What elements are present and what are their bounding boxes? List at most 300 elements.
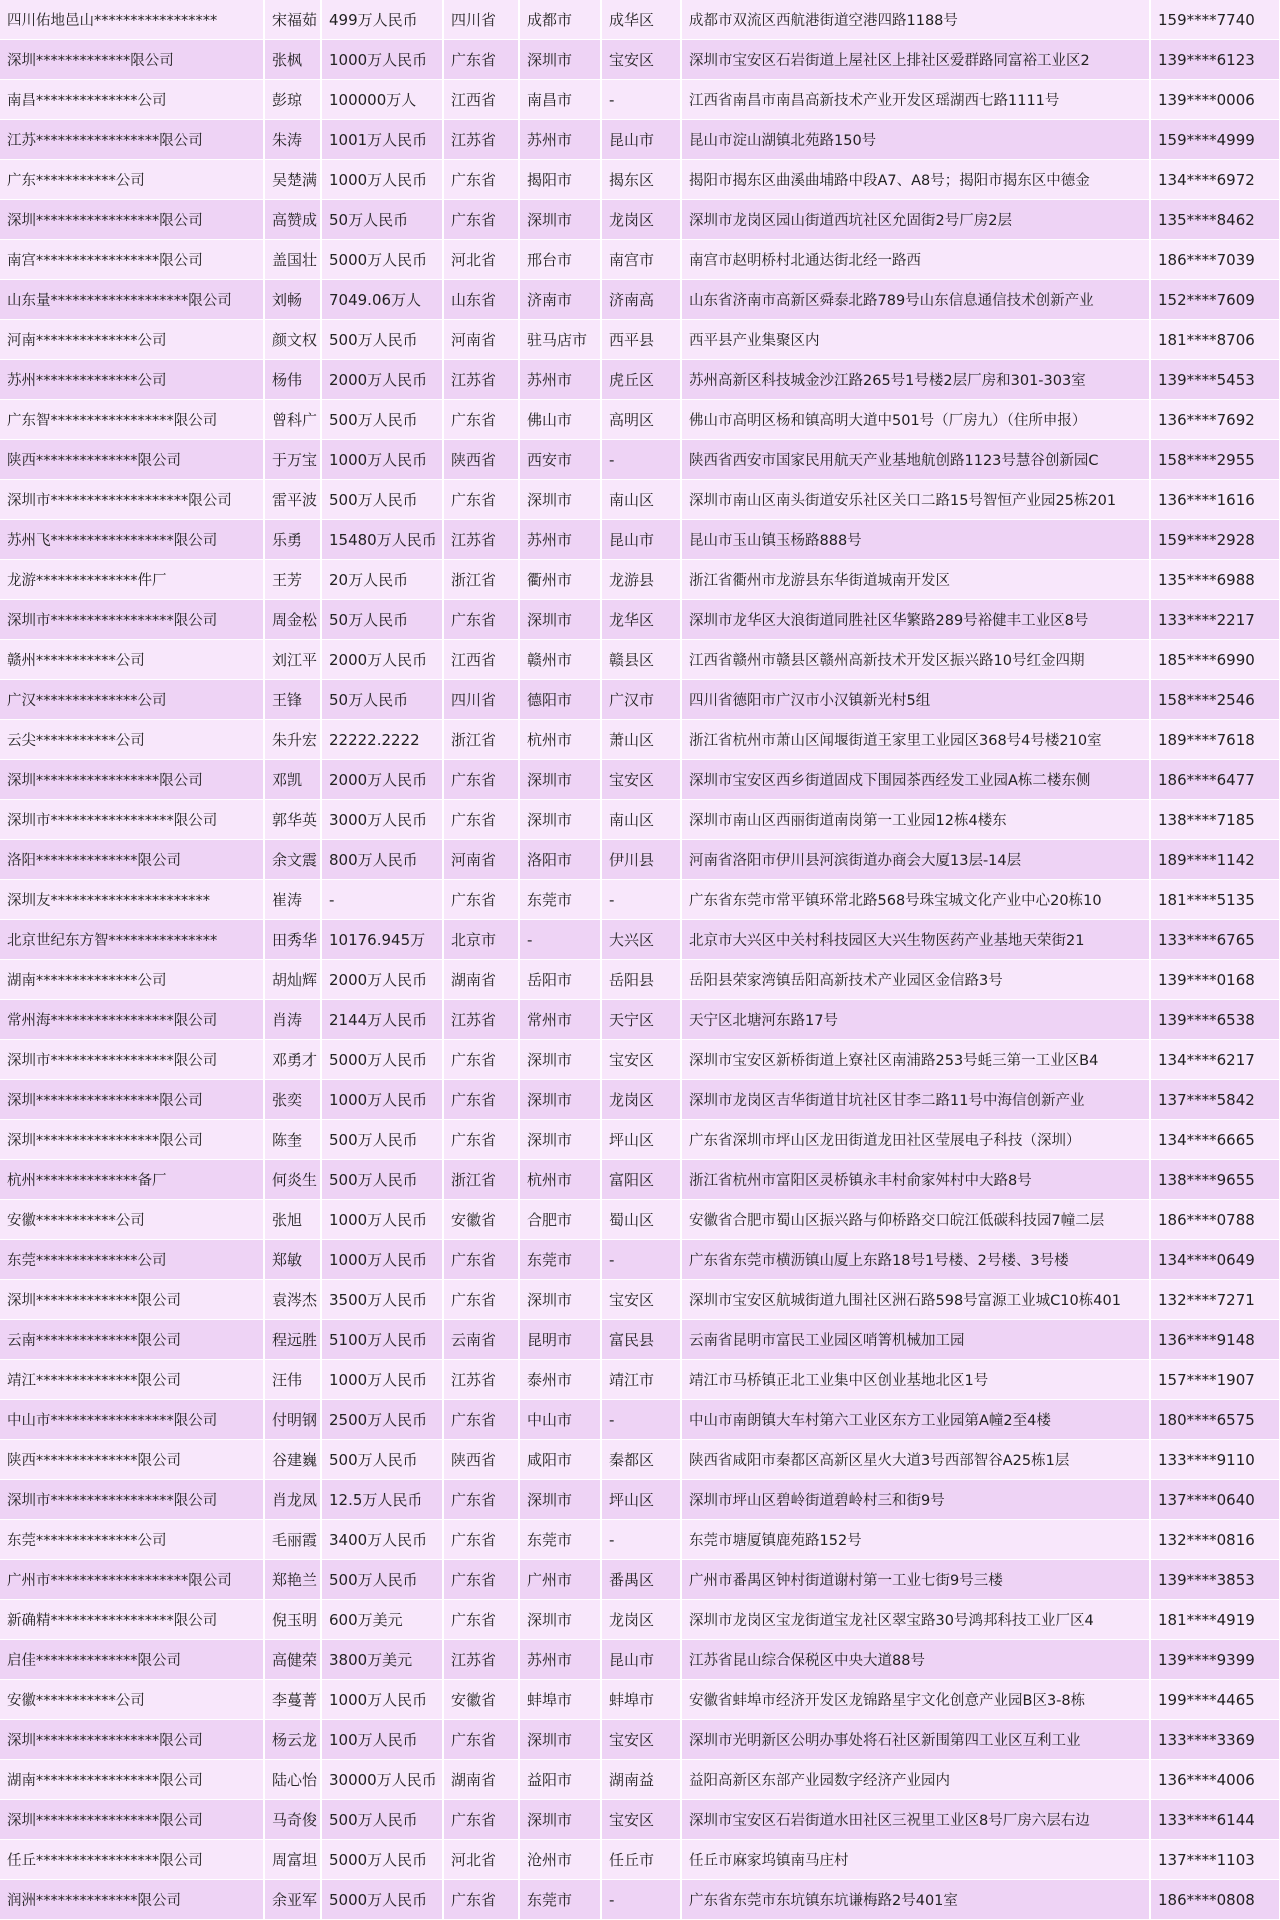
district-cell: 南宫市 <box>601 240 681 280</box>
city-cell: 深圳市 <box>519 200 601 240</box>
table-row <box>0 1440 1280 1480</box>
table-row <box>0 1720 1280 1760</box>
capital-cell: 500万人民币 <box>321 1440 443 1480</box>
table-row <box>0 1280 1280 1320</box>
table-row <box>0 960 1280 1000</box>
address-cell: 深圳市光明新区公明办事处将石社区新围第四工业区互利工业 <box>681 1720 1150 1760</box>
phone-cell: 133****6144 <box>1150 1800 1280 1840</box>
city-cell: 洛阳市 <box>519 840 601 880</box>
capital-cell: 2000万人民币 <box>321 760 443 800</box>
address-cell: 深圳市龙岗区吉华街道甘坑社区甘李二路11号中海信创新产业 <box>681 1080 1150 1120</box>
city-cell: - <box>519 920 601 960</box>
province-cell: 河南省 <box>443 320 519 360</box>
table-row <box>0 1520 1280 1560</box>
legal-rep-cell: 刘江平 <box>264 640 321 680</box>
legal-rep-cell: 王芳 <box>264 560 321 600</box>
company-cell: 深圳市*****************限公司 <box>0 600 264 640</box>
district-cell: 高明区 <box>601 400 681 440</box>
phone-cell: 158****2955 <box>1150 440 1280 480</box>
city-cell: 苏州市 <box>519 1640 601 1680</box>
city-cell: 深圳市 <box>519 1480 601 1520</box>
address-cell: 深圳市宝安区石岩街道水田社区三祝里工业区8号厂房六层右边 <box>681 1800 1150 1840</box>
legal-rep-cell: 田秀华 <box>264 920 321 960</box>
legal-rep-cell: 曾科广 <box>264 400 321 440</box>
company-cell: 深圳**************限公司 <box>0 1280 264 1320</box>
legal-rep-cell: 陆心怡 <box>264 1760 321 1800</box>
phone-cell: 136****9148 <box>1150 1320 1280 1360</box>
address-cell: 深圳市宝安区西乡街道固戍下围园茶西经发工业园A栋二楼东侧 <box>681 760 1150 800</box>
city-cell: 昆明市 <box>519 1320 601 1360</box>
table-row <box>0 560 1280 600</box>
legal-rep-cell: 邓勇才 <box>264 1040 321 1080</box>
address-cell: 南宫市赵明桥村北通达街北经一路西 <box>681 240 1150 280</box>
district-cell: 龙岗区 <box>601 200 681 240</box>
capital-cell: 1000万人民币 <box>321 1200 443 1240</box>
company-cell: 深圳*****************限公司 <box>0 1720 264 1760</box>
capital-cell: 12.5万人民币 <box>321 1480 443 1520</box>
address-cell: 安徽省蚌埠市经济开发区龙锦路星宇文化创意产业园B区3-8栋 <box>681 1680 1150 1720</box>
address-cell: 天宁区北塘河东路17号 <box>681 1000 1150 1040</box>
city-cell: 广州市 <box>519 1560 601 1600</box>
phone-cell: 134****6217 <box>1150 1040 1280 1080</box>
address-cell: 佛山市高明区杨和镇高明大道中501号（厂房九）（住所申报） <box>681 400 1150 440</box>
address-cell: 深圳市坪山区碧岭街道碧岭村三和街9号 <box>681 1480 1150 1520</box>
city-cell: 邢台市 <box>519 240 601 280</box>
table-row <box>0 680 1280 720</box>
phone-cell: 159****2928 <box>1150 520 1280 560</box>
legal-rep-cell: 郑艳兰 <box>264 1560 321 1600</box>
address-cell: 成都市双流区西航港街道空港四路1188号 <box>681 0 1150 40</box>
capital-cell: 500万人民币 <box>321 1800 443 1840</box>
capital-cell: 1000万人民币 <box>321 160 443 200</box>
address-cell: 苏州高新区科技城金沙江路265号1号楼2层厂房和301-303室 <box>681 360 1150 400</box>
legal-rep-cell: 于万宝 <box>264 440 321 480</box>
capital-cell: 5000万人民币 <box>321 1840 443 1880</box>
city-cell: 东莞市 <box>519 880 601 920</box>
city-cell: 深圳市 <box>519 1280 601 1320</box>
company-cell: 任丘*****************限公司 <box>0 1840 264 1880</box>
company-cell: 南昌**************公司 <box>0 80 264 120</box>
city-cell: 咸阳市 <box>519 1440 601 1480</box>
table-row <box>0 1240 1280 1280</box>
capital-cell: 2500万人民币 <box>321 1400 443 1440</box>
legal-rep-cell: 胡灿辉 <box>264 960 321 1000</box>
table-row <box>0 1760 1280 1800</box>
capital-cell: 1000万人民币 <box>321 440 443 480</box>
province-cell: 广东省 <box>443 1520 519 1560</box>
capital-cell: 30000万人民币 <box>321 1760 443 1800</box>
phone-cell: 186****6477 <box>1150 760 1280 800</box>
district-cell: 广汉市 <box>601 680 681 720</box>
table-row <box>0 1360 1280 1400</box>
table-row <box>0 720 1280 760</box>
city-cell: 东莞市 <box>519 1240 601 1280</box>
district-cell: - <box>601 1880 681 1920</box>
legal-rep-cell: 陈奎 <box>264 1120 321 1160</box>
legal-rep-cell: 余文震 <box>264 840 321 880</box>
company-cell: 河南**************公司 <box>0 320 264 360</box>
legal-rep-cell: 袁涔杰 <box>264 1280 321 1320</box>
district-cell: - <box>601 880 681 920</box>
table-row <box>0 880 1280 920</box>
legal-rep-cell: 宋福茹 <box>264 0 321 40</box>
phone-cell: 137****1103 <box>1150 1840 1280 1880</box>
legal-rep-cell: 盖国壮 <box>264 240 321 280</box>
province-cell: 广东省 <box>443 200 519 240</box>
legal-rep-cell: 邓凯 <box>264 760 321 800</box>
table-row <box>0 1480 1280 1520</box>
phone-cell: 186****7039 <box>1150 240 1280 280</box>
address-cell: 深圳市龙岗区宝龙街道宝龙社区翠宝路30号鸿邦科技工业厂区4 <box>681 1600 1150 1640</box>
capital-cell: 600万美元 <box>321 1600 443 1640</box>
phone-cell: 181****5135 <box>1150 880 1280 920</box>
province-cell: 广东省 <box>443 160 519 200</box>
province-cell: 北京市 <box>443 920 519 960</box>
city-cell: 揭阳市 <box>519 160 601 200</box>
phone-cell: 136****1616 <box>1150 480 1280 520</box>
table-row <box>0 920 1280 960</box>
capital-cell: 20万人民币 <box>321 560 443 600</box>
capital-cell: 5000万人民币 <box>321 1040 443 1080</box>
city-cell: 深圳市 <box>519 1120 601 1160</box>
phone-cell: 137****5842 <box>1150 1080 1280 1120</box>
capital-cell: 499万人民币 <box>321 0 443 40</box>
legal-rep-cell: 王锋 <box>264 680 321 720</box>
phone-cell: 137****0640 <box>1150 1480 1280 1520</box>
city-cell: 深圳市 <box>519 40 601 80</box>
district-cell: 成华区 <box>601 0 681 40</box>
capital-cell: 1000万人民币 <box>321 1240 443 1280</box>
province-cell: 浙江省 <box>443 1160 519 1200</box>
address-cell: 深圳市龙华区大浪街道同胜社区华繁路289号裕健丰工业区8号 <box>681 600 1150 640</box>
phone-cell: 136****4006 <box>1150 1760 1280 1800</box>
capital-cell: 500万人民币 <box>321 480 443 520</box>
capital-cell: 10176.945万 <box>321 920 443 960</box>
province-cell: 浙江省 <box>443 560 519 600</box>
province-cell: 江苏省 <box>443 520 519 560</box>
phone-cell: 139****5453 <box>1150 360 1280 400</box>
address-cell: 广州市番禺区钟村街道谢村第一工业七街9号三楼 <box>681 1560 1150 1600</box>
table-row <box>0 0 1280 40</box>
capital-cell: 100万人民币 <box>321 1720 443 1760</box>
company-cell: 广汉**************公司 <box>0 680 264 720</box>
province-cell: 江西省 <box>443 80 519 120</box>
address-cell: 靖江市马桥镇正北工业集中区创业基地北区1号 <box>681 1360 1150 1400</box>
district-cell: 昆山市 <box>601 1640 681 1680</box>
legal-rep-cell: 李蔓菁 <box>264 1680 321 1720</box>
table-row <box>0 1120 1280 1160</box>
table-row <box>0 320 1280 360</box>
province-cell: 广东省 <box>443 760 519 800</box>
city-cell: 泰州市 <box>519 1360 601 1400</box>
address-cell: 任丘市麻家坞镇南马庄村 <box>681 1840 1150 1880</box>
company-cell: 安徽***********公司 <box>0 1680 264 1720</box>
table-row <box>0 520 1280 560</box>
capital-cell: 500万人民币 <box>321 1560 443 1600</box>
district-cell: 宝安区 <box>601 1800 681 1840</box>
capital-cell: - <box>321 880 443 920</box>
capital-cell: 1000万人民币 <box>321 1680 443 1720</box>
capital-cell: 1000万人民币 <box>321 1360 443 1400</box>
district-cell: 任丘市 <box>601 1840 681 1880</box>
legal-rep-cell: 张奕 <box>264 1080 321 1120</box>
district-cell: 西平县 <box>601 320 681 360</box>
province-cell: 云南省 <box>443 1320 519 1360</box>
capital-cell: 2000万人民币 <box>321 360 443 400</box>
province-cell: 广东省 <box>443 1080 519 1120</box>
phone-cell: 139****0006 <box>1150 80 1280 120</box>
company-cell: 深圳市*****************限公司 <box>0 800 264 840</box>
company-cell: 靖江**************限公司 <box>0 1360 264 1400</box>
district-cell: - <box>601 80 681 120</box>
capital-cell: 15480万人民币 <box>321 520 443 560</box>
legal-rep-cell: 高健荣 <box>264 1640 321 1680</box>
legal-rep-cell: 周金松 <box>264 600 321 640</box>
province-cell: 陕西省 <box>443 1440 519 1480</box>
province-cell: 江苏省 <box>443 360 519 400</box>
district-cell: - <box>601 440 681 480</box>
district-cell: 南山区 <box>601 480 681 520</box>
phone-cell: 159****4999 <box>1150 120 1280 160</box>
table-row <box>0 360 1280 400</box>
address-cell: 益阳高新区东部产业园数字经济产业园内 <box>681 1760 1150 1800</box>
city-cell: 常州市 <box>519 1000 601 1040</box>
province-cell: 安徽省 <box>443 1680 519 1720</box>
table-row <box>0 640 1280 680</box>
address-cell: 山东省济南市高新区舜泰北路789号山东信息通信技术创新产业 <box>681 280 1150 320</box>
district-cell: 坪山区 <box>601 1120 681 1160</box>
city-cell: 东莞市 <box>519 1520 601 1560</box>
city-cell: 苏州市 <box>519 120 601 160</box>
legal-rep-cell: 倪玉明 <box>264 1600 321 1640</box>
district-cell: 湖南益 <box>601 1760 681 1800</box>
province-cell: 广东省 <box>443 480 519 520</box>
address-cell: 深圳市南山区南头街道安乐社区关口二路15号智恒产业园25栋201 <box>681 480 1150 520</box>
capital-cell: 1000万人民币 <box>321 40 443 80</box>
city-cell: 济南市 <box>519 280 601 320</box>
company-cell: 广东智*****************限公司 <box>0 400 264 440</box>
table-row <box>0 600 1280 640</box>
district-cell: 龙岗区 <box>601 1600 681 1640</box>
address-cell: 陕西省西安市国家民用航天产业基地航创路1123号慧谷创新园C <box>681 440 1150 480</box>
address-cell: 北京市大兴区中关村科技园区大兴生物医药产业基地天荣街21 <box>681 920 1150 960</box>
phone-cell: 133****9110 <box>1150 1440 1280 1480</box>
city-cell: 衢州市 <box>519 560 601 600</box>
address-cell: 安徽省合肥市蜀山区振兴路与仰桥路交口皖江低碳科技园7幢二层 <box>681 1200 1150 1240</box>
phone-cell: 134****0649 <box>1150 1240 1280 1280</box>
table-row <box>0 1640 1280 1680</box>
address-cell: 东莞市塘厦镇鹿苑路152号 <box>681 1520 1150 1560</box>
address-cell: 广东省深圳市坪山区龙田街道龙田社区莹展电子科技（深圳） <box>681 1120 1150 1160</box>
capital-cell: 3000万人民币 <box>321 800 443 840</box>
legal-rep-cell: 郭华英 <box>264 800 321 840</box>
address-cell: 江西省赣州市赣县区赣州高新技术开发区振兴路10号红金四期 <box>681 640 1150 680</box>
legal-rep-cell: 吴楚满 <box>264 160 321 200</box>
district-cell: 大兴区 <box>601 920 681 960</box>
province-cell: 广东省 <box>443 1120 519 1160</box>
capital-cell: 500万人民币 <box>321 400 443 440</box>
city-cell: 中山市 <box>519 1400 601 1440</box>
legal-rep-cell: 彭琼 <box>264 80 321 120</box>
address-cell: 深圳市宝安区石岩街道上屋社区上排社区爱群路同富裕工业区2 <box>681 40 1150 80</box>
company-cell: 安徽***********公司 <box>0 1200 264 1240</box>
city-cell: 深圳市 <box>519 480 601 520</box>
address-cell: 云南省昆明市富民工业园区哨箐机械加工园 <box>681 1320 1150 1360</box>
city-cell: 苏州市 <box>519 360 601 400</box>
phone-cell: 152****7609 <box>1150 280 1280 320</box>
province-cell: 四川省 <box>443 680 519 720</box>
address-cell: 浙江省杭州市富阳区灵桥镇永丰村俞家舛村中大路8号 <box>681 1160 1150 1200</box>
phone-cell: 133****3369 <box>1150 1720 1280 1760</box>
province-cell: 广东省 <box>443 1600 519 1640</box>
phone-cell: 138****7185 <box>1150 800 1280 840</box>
company-cell: 深圳市*****************限公司 <box>0 1040 264 1080</box>
capital-cell: 2000万人民币 <box>321 640 443 680</box>
table-row <box>0 1320 1280 1360</box>
city-cell: 成都市 <box>519 0 601 40</box>
city-cell: 沧州市 <box>519 1840 601 1880</box>
province-cell: 河南省 <box>443 840 519 880</box>
address-cell: 中山市南朗镇大车村第六工业区东方工业园第A幢2至4楼 <box>681 1400 1150 1440</box>
district-cell: 宝安区 <box>601 760 681 800</box>
province-cell: 江苏省 <box>443 120 519 160</box>
phone-cell: 199****4465 <box>1150 1680 1280 1720</box>
phone-cell: 134****6665 <box>1150 1120 1280 1160</box>
district-cell: 番禺区 <box>601 1560 681 1600</box>
legal-rep-cell: 马奇俊 <box>264 1800 321 1840</box>
province-cell: 广东省 <box>443 1400 519 1440</box>
province-cell: 陕西省 <box>443 440 519 480</box>
address-cell: 昆山市淀山湖镇北苑路150号 <box>681 120 1150 160</box>
province-cell: 安徽省 <box>443 1200 519 1240</box>
company-cell: 陕西**************限公司 <box>0 440 264 480</box>
table-row <box>0 280 1280 320</box>
capital-cell: 2144万人民币 <box>321 1000 443 1040</box>
legal-rep-cell: 周富坦 <box>264 1840 321 1880</box>
company-cell: 东莞**************公司 <box>0 1240 264 1280</box>
table-row <box>0 840 1280 880</box>
phone-cell: 186****0788 <box>1150 1200 1280 1240</box>
table-row <box>0 400 1280 440</box>
district-cell: 昆山市 <box>601 520 681 560</box>
province-cell: 广东省 <box>443 1240 519 1280</box>
capital-cell: 5100万人民币 <box>321 1320 443 1360</box>
phone-cell: 181****8706 <box>1150 320 1280 360</box>
company-cell: 广州市*******************限公司 <box>0 1560 264 1600</box>
province-cell: 广东省 <box>443 1720 519 1760</box>
legal-rep-cell: 颜文权 <box>264 320 321 360</box>
district-cell: - <box>601 1400 681 1440</box>
phone-cell: 139****6123 <box>1150 40 1280 80</box>
company-cell: 苏州飞*****************限公司 <box>0 520 264 560</box>
address-cell: 深圳市南山区西丽街道南岗第一工业园12栋4楼东 <box>681 800 1150 840</box>
legal-rep-cell: 谷建巍 <box>264 1440 321 1480</box>
city-cell: 深圳市 <box>519 800 601 840</box>
address-cell: 江苏省昆山综合保税区中央大道88号 <box>681 1640 1150 1680</box>
city-cell: 杭州市 <box>519 720 601 760</box>
district-cell: 宝安区 <box>601 1040 681 1080</box>
table-row <box>0 240 1280 280</box>
table-row <box>0 1000 1280 1040</box>
phone-cell: 139****0168 <box>1150 960 1280 1000</box>
capital-cell: 3400万人民币 <box>321 1520 443 1560</box>
capital-cell: 22222.2222 <box>321 720 443 760</box>
district-cell: - <box>601 1240 681 1280</box>
legal-rep-cell: 程远胜 <box>264 1320 321 1360</box>
legal-rep-cell: 高赞成 <box>264 200 321 240</box>
district-cell: 赣县区 <box>601 640 681 680</box>
province-cell: 广东省 <box>443 400 519 440</box>
phone-cell: 136****7692 <box>1150 400 1280 440</box>
city-cell: 深圳市 <box>519 1600 601 1640</box>
company-cell: 四川佑地邑山***************** <box>0 0 264 40</box>
company-cell: 润洲**************限公司 <box>0 1880 264 1920</box>
table-row <box>0 1680 1280 1720</box>
company-cell: 新确精*****************限公司 <box>0 1600 264 1640</box>
province-cell: 广东省 <box>443 880 519 920</box>
phone-cell: 135****8462 <box>1150 200 1280 240</box>
company-cell: 深圳市*******************限公司 <box>0 480 264 520</box>
address-cell: 深圳市龙岗区园山街道西坑社区允固街2号厂房2层 <box>681 200 1150 240</box>
company-cell: 广东***********公司 <box>0 160 264 200</box>
city-cell: 合肥市 <box>519 1200 601 1240</box>
city-cell: 南昌市 <box>519 80 601 120</box>
district-cell: - <box>601 1520 681 1560</box>
district-cell: 秦都区 <box>601 1440 681 1480</box>
city-cell: 蚌埠市 <box>519 1680 601 1720</box>
legal-rep-cell: 何炎生 <box>264 1160 321 1200</box>
district-cell: 岳阳县 <box>601 960 681 1000</box>
company-cell: 苏州**************公司 <box>0 360 264 400</box>
capital-cell: 50万人民币 <box>321 600 443 640</box>
capital-cell: 500万人民币 <box>321 1120 443 1160</box>
company-cell: 启佳**************限公司 <box>0 1640 264 1680</box>
table-row <box>0 1200 1280 1240</box>
district-cell: 虎丘区 <box>601 360 681 400</box>
legal-rep-cell: 肖涛 <box>264 1000 321 1040</box>
capital-cell: 5000万人民币 <box>321 1880 443 1920</box>
district-cell: 昆山市 <box>601 120 681 160</box>
province-cell: 广东省 <box>443 1480 519 1520</box>
address-cell: 深圳市宝安区航城街道九围社区洲石路598号富源工业城C10栋401 <box>681 1280 1150 1320</box>
table-row <box>0 440 1280 480</box>
capital-cell: 1001万人民币 <box>321 120 443 160</box>
phone-cell: 181****4919 <box>1150 1600 1280 1640</box>
district-cell: 宝安区 <box>601 1280 681 1320</box>
company-cell: 常州海*****************限公司 <box>0 1000 264 1040</box>
district-cell: 济南高 <box>601 280 681 320</box>
table-row <box>0 40 1280 80</box>
province-cell: 河北省 <box>443 240 519 280</box>
table-row <box>0 120 1280 160</box>
capital-cell: 50万人民币 <box>321 200 443 240</box>
phone-cell: 180****6575 <box>1150 1400 1280 1440</box>
province-cell: 广东省 <box>443 1880 519 1920</box>
legal-rep-cell: 余亚军 <box>264 1880 321 1920</box>
district-cell: 富民县 <box>601 1320 681 1360</box>
legal-rep-cell: 杨云龙 <box>264 1720 321 1760</box>
company-cell: 东莞**************公司 <box>0 1520 264 1560</box>
city-cell: 深圳市 <box>519 1080 601 1120</box>
table-row <box>0 1160 1280 1200</box>
phone-cell: 133****2217 <box>1150 600 1280 640</box>
table-row <box>0 760 1280 800</box>
city-cell: 赣州市 <box>519 640 601 680</box>
legal-rep-cell: 雷平波 <box>264 480 321 520</box>
province-cell: 广东省 <box>443 40 519 80</box>
company-cell: 云南**************限公司 <box>0 1320 264 1360</box>
phone-cell: 139****6538 <box>1150 1000 1280 1040</box>
